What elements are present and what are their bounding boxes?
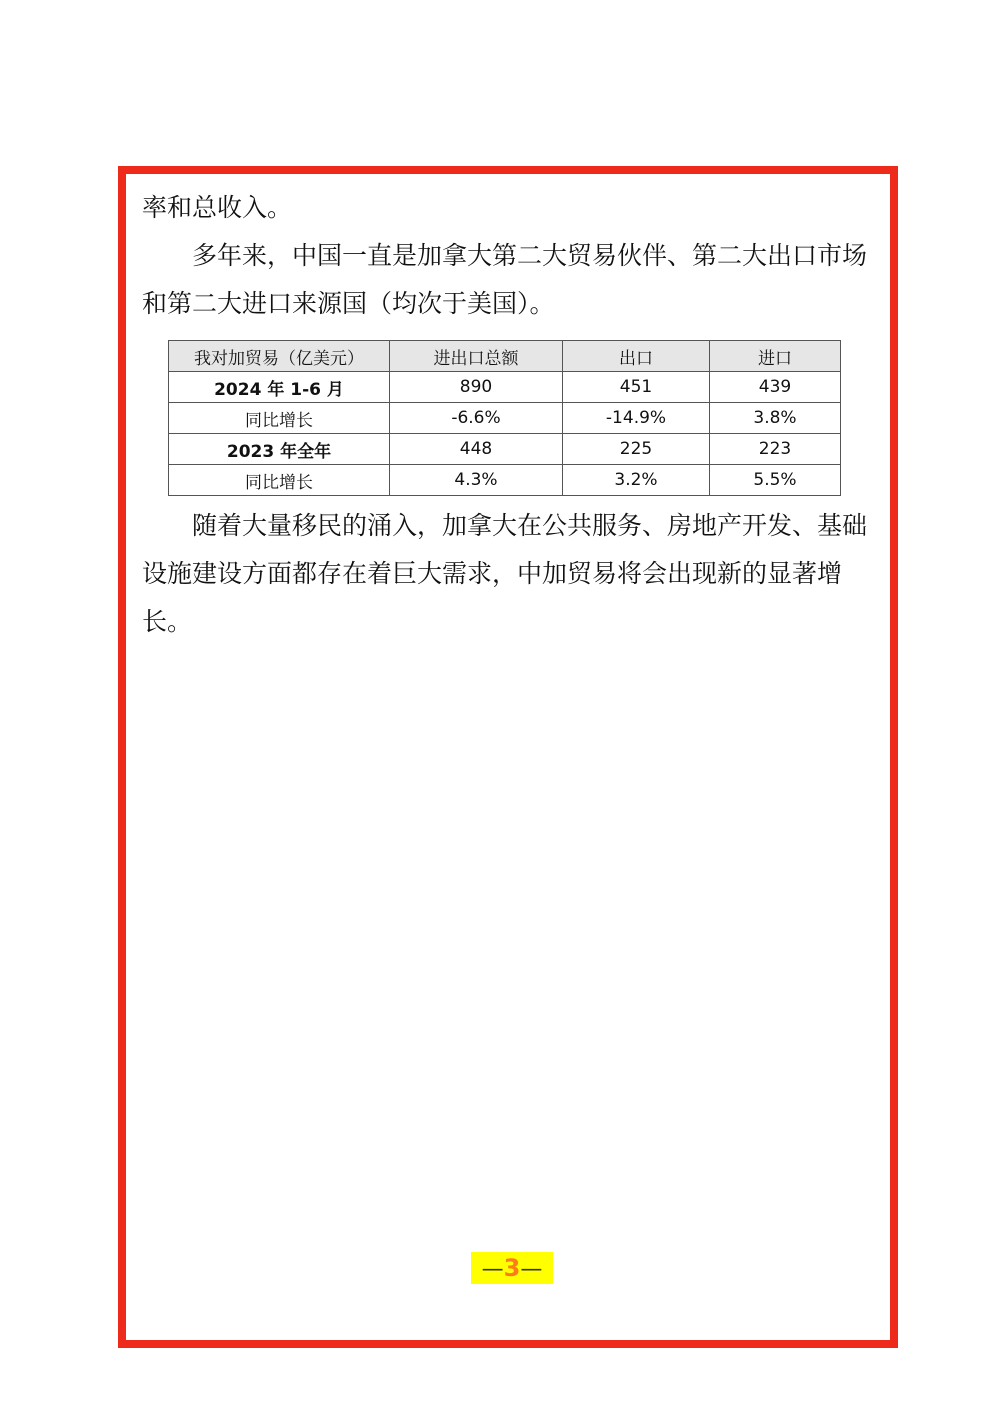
table-cell: 451	[563, 372, 710, 403]
table-header-cell: 我对加贸易（亿美元）	[169, 341, 390, 372]
table-row	[169, 403, 841, 434]
table-cell: -14.9%	[563, 403, 710, 434]
table-row	[169, 434, 841, 465]
table-header-cell: 出口	[563, 341, 710, 372]
table-cell: 890	[390, 372, 563, 403]
row-label: 同比增长	[169, 403, 390, 434]
row-label: 2024 年 1-6 月	[169, 372, 390, 403]
table-cell: 5.5%	[710, 465, 841, 496]
table-cell: 3.2%	[563, 465, 710, 496]
paragraph-outlook: 随着大量移民的涌入，加拿大在公共服务、房地产开发、基础设施建设方面都存在着巨大需求，中加贸易将会出现新的显著增长。	[142, 511, 868, 636]
paragraph-continuation: 率和总收入。	[142, 193, 293, 222]
page-number-digit: 3	[503, 1254, 521, 1282]
page-number-dash-right: —	[520, 1257, 543, 1282]
table-header-cell: 进口	[710, 341, 841, 372]
table-cell: 225	[563, 434, 710, 465]
table-cell: 448	[390, 434, 563, 465]
row-label: 同比增长	[169, 465, 390, 496]
table-row	[169, 372, 841, 403]
trade-table	[168, 340, 841, 496]
table-row	[169, 465, 841, 496]
page-border-frame	[118, 166, 898, 1348]
table-cell: 3.8%	[710, 403, 841, 434]
table-cell: -6.6%	[390, 403, 563, 434]
table-header-cell: 进出口总额	[390, 341, 563, 372]
table-cell: 223	[710, 434, 841, 465]
page-number-dash-left: —	[481, 1257, 504, 1282]
row-label: 2023 年全年	[169, 434, 390, 465]
table-header-row	[169, 341, 841, 372]
table-cell: 439	[710, 372, 841, 403]
paragraph-trade-partner: 多年来，中国一直是加拿大第二大贸易伙伴、第二大出口市场和第二大进口来源国（均次于美国）。	[142, 241, 868, 318]
table-cell: 4.3%	[390, 465, 563, 496]
page-number	[471, 1252, 553, 1284]
